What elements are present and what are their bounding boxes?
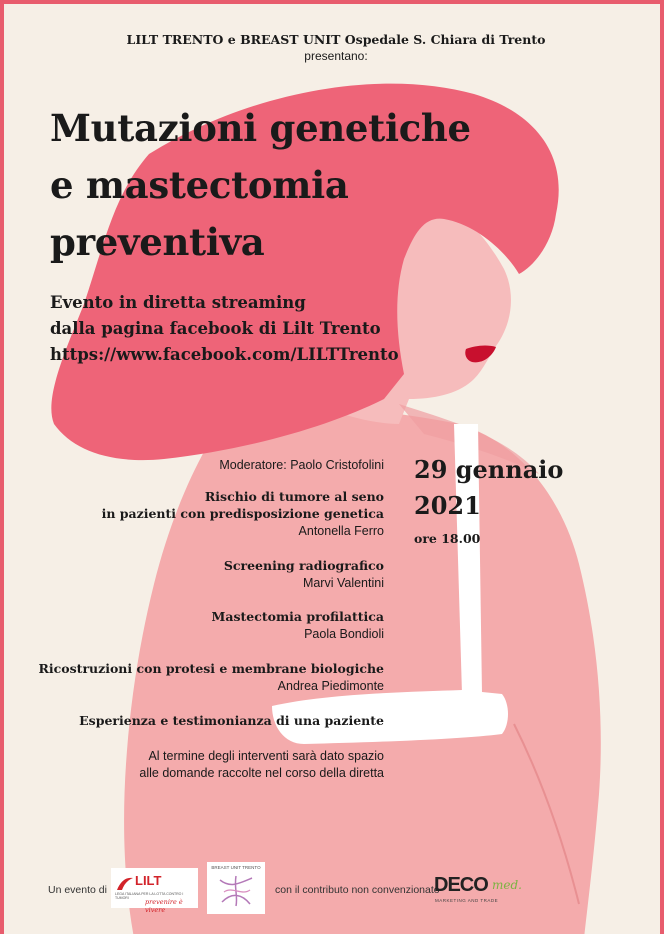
title-line-3: preventiva (50, 220, 265, 264)
talk2-speaker: Marvi Valentini (302, 576, 384, 590)
streaming-line-2: dalla pagina facebook di Lilt Trento (50, 319, 381, 338)
contribution-label: con il contributo non convenzionato (275, 884, 440, 896)
talk4-speaker: Andrea Piedimonte (277, 679, 384, 693)
talk3-title: Mastectomia profilattica (211, 609, 384, 624)
lilt-logo (111, 868, 198, 914)
presenting-label: presentano: (304, 49, 368, 63)
sponsor-suffix: med. (492, 878, 522, 892)
title-line-1: Mutazioni genetiche (50, 106, 471, 150)
event-time: ore 18.00 (414, 531, 481, 546)
breast-unit-label: BREAST UNIT TRENTO (211, 865, 261, 870)
event-year: 2021 (414, 491, 481, 520)
talk2-title: Screening radiografico (223, 558, 384, 573)
talk1-title-2: in pazienti con predisposizione genetica (101, 506, 384, 521)
closing-line-2: alle domande raccolte nel corso della diretta (139, 766, 384, 780)
event-date: 29 gennaio (414, 455, 564, 484)
talk1-title-1: Rischio di tumore al seno (204, 489, 384, 504)
event-by-label: Un evento di (48, 884, 107, 896)
title-line-2: e mastectomia (50, 163, 349, 207)
closing-line-1: Al termine degli interventi sarà dato spazio (148, 749, 384, 763)
deco-med-logo (434, 874, 534, 910)
talk3-speaker: Paola Bondioli (304, 627, 384, 641)
talk1-speaker: Antonella Ferro (298, 524, 384, 538)
sponsor-name: DECO (434, 874, 488, 896)
facebook-link[interactable]: https://www.facebook.com/LILTTrento (50, 345, 399, 364)
talk5-title: Esperienza e testimonianza di una paziente (79, 713, 384, 728)
organizers-line: LILT TRENTO e BREAST UNIT Ospedale S. Chiara di Trento (126, 32, 546, 47)
streaming-line-1: Evento in diretta streaming (50, 293, 306, 312)
lilt-slogan: prevenire è vivere (145, 898, 183, 914)
talk4-title: Ricostruzioni con protesi e membrane biologiche (38, 661, 384, 676)
lilt-name: LILT (135, 873, 162, 888)
lilt-swoosh-icon (115, 874, 135, 894)
breast-unit-emblem-icon (216, 874, 256, 908)
sponsor-tagline: MARKETING AND TRADE (435, 898, 499, 903)
breast-unit-logo (207, 862, 265, 914)
moderator: Moderatore: Paolo Cristofolini (219, 458, 384, 472)
lilt-fullname: LEGA ITALIANA PER LA LOTTA CONTRO I TUMORI (115, 892, 184, 900)
